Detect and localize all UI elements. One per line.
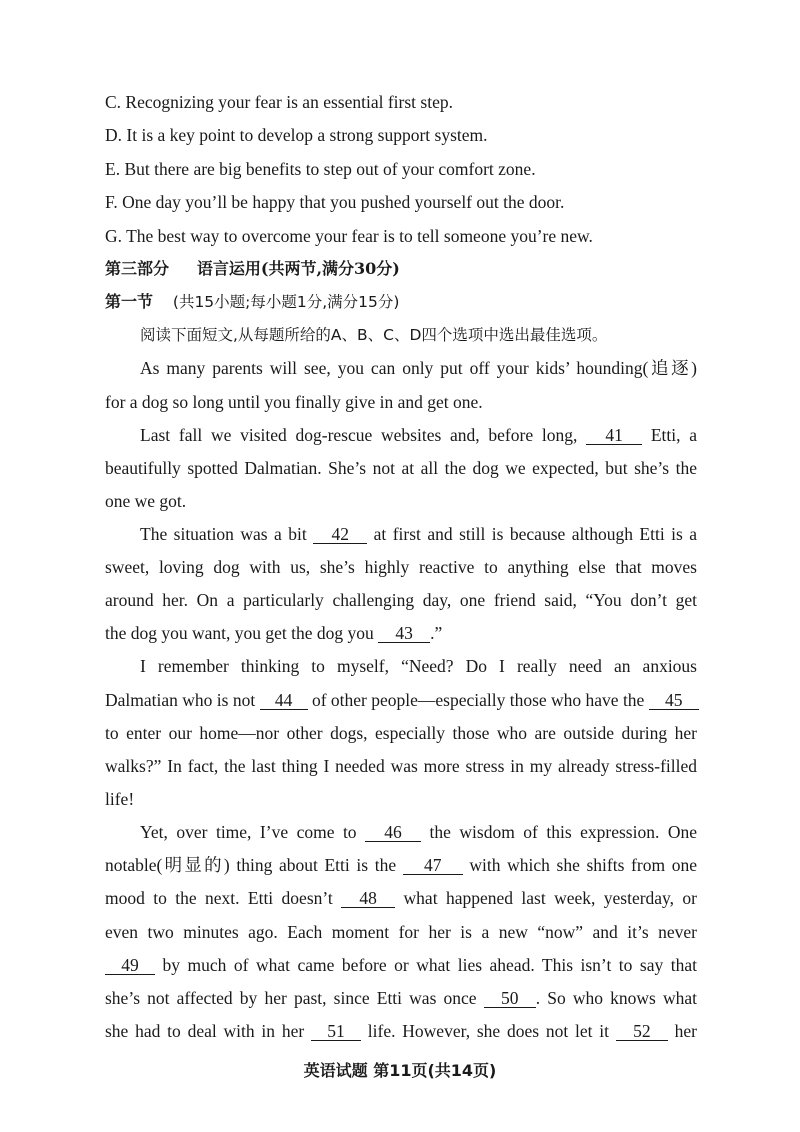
passage-line [105,987,697,1009]
blank-44: 44 [260,691,308,710]
passage-line [105,622,697,644]
passage-text: by much of what came before or what lies ahead. This isn’t to say that [162,955,697,975]
part3-title: 语言运用(共两节,满分30分) [196,259,400,278]
instruction: 阅读下面短文,从每题所给的A、B、C、D四个选项中选出最佳选项。 [140,326,608,344]
option-d: D. It is a key point to develop a strong support system. [105,125,488,145]
blank-41: 41 [586,426,642,445]
blank-45: 45 [649,691,699,710]
blank-49: 49 [105,956,155,975]
passage-line: one we got. [105,491,187,511]
blank-42: 42 [313,525,367,544]
passage-text: Dalmatian who is not [105,690,256,710]
passage-line: around her. On a particularly challenging day, one friend said, “You don’t get [105,590,697,610]
passage-text: notable(明显的) thing about Etti is the [105,855,397,875]
passage-line [105,887,697,909]
passage-line: sweet, loving dog with us, she’s highly reactive to anything else that moves [105,557,697,577]
section1-heading: 第一节 [105,292,154,311]
blank-48: 48 [341,889,395,908]
passage-text: Last fall we visited dog-rescue websites and, before long, [140,425,578,445]
passage-line: for a dog so long until you finally give in and get one. [105,392,483,412]
passage-line [105,954,697,976]
passage-line: As many parents will see, you can only put off your kids’ hounding(追逐) [140,358,697,378]
passage-text: .” [430,623,443,643]
passage-text: . So who knows what [535,988,698,1008]
passage-line: I remember thinking to myself, “Need? Do I really need an anxious [140,656,697,676]
passage-text: Etti, a [650,425,698,445]
passage-text: she had to deal with in her [105,1021,305,1041]
part3-heading: 第三部分 [105,259,170,278]
passage-line [105,689,697,711]
section1-title: (共15小题;每小题1分,满分15分) [172,293,400,311]
passage-text: The situation was a bit [140,524,307,544]
blank-52: 52 [616,1022,668,1041]
passage-text: her [674,1021,697,1041]
passage-text: the dog you want, you get the dog you [105,623,374,643]
section1-heading-row [105,291,697,313]
passage-line: beautifully spotted Dalmatian. She’s not at all the dog we expected, but she’s the [105,458,697,478]
passage-text: life. However, she does not let it [367,1021,610,1041]
passage-text: with which she shifts from one [469,855,697,875]
passage-text: what happened last week, yesterday, or [403,888,698,908]
option-f: F. One day you’ll be happy that you pushed yourself out the door. [105,192,565,212]
blank-50: 50 [484,989,536,1008]
passage-text: Yet, over time, I’ve come to [140,822,357,842]
blank-46: 46 [365,823,421,842]
blank-51: 51 [311,1022,361,1041]
passage-text: she’s not affected by her past, since Etti was once [105,988,477,1008]
passage-line: life! [105,789,135,809]
part3-heading-row [105,258,697,280]
blank-43: 43 [378,624,430,643]
passage-text: the wisdom of this expression. One [429,822,697,842]
passage-line: walks?” In fact, the last thing I needed was more stress in my already stress-filled [105,756,697,776]
option-e: E. But there are big benefits to step out of your comfort zone. [105,159,536,179]
passage-line: to enter our home—nor other dogs, especially those who are outside during her [105,723,697,743]
passage-line [105,854,697,876]
passage-line: even two minutes ago. Each moment for her is a new “now” and it’s never [105,922,697,942]
passage-line [140,523,697,545]
passage-text: at first and still is because although Etti is a [373,524,698,544]
passage-text: mood to the next. Etti doesn’t [105,888,333,908]
page-footer: 英语试题 第11页(共14页) [303,1061,497,1080]
passage-line [140,821,697,843]
option-g: G. The best way to overcome your fear is to tell someone you’re new. [105,226,593,246]
passage-text: of other people—especially those who have the [311,690,645,710]
passage-line [105,1020,697,1042]
blank-47: 47 [403,856,463,875]
option-c: C. Recognizing your fear is an essential first step. [105,92,453,112]
passage-line [140,424,697,446]
